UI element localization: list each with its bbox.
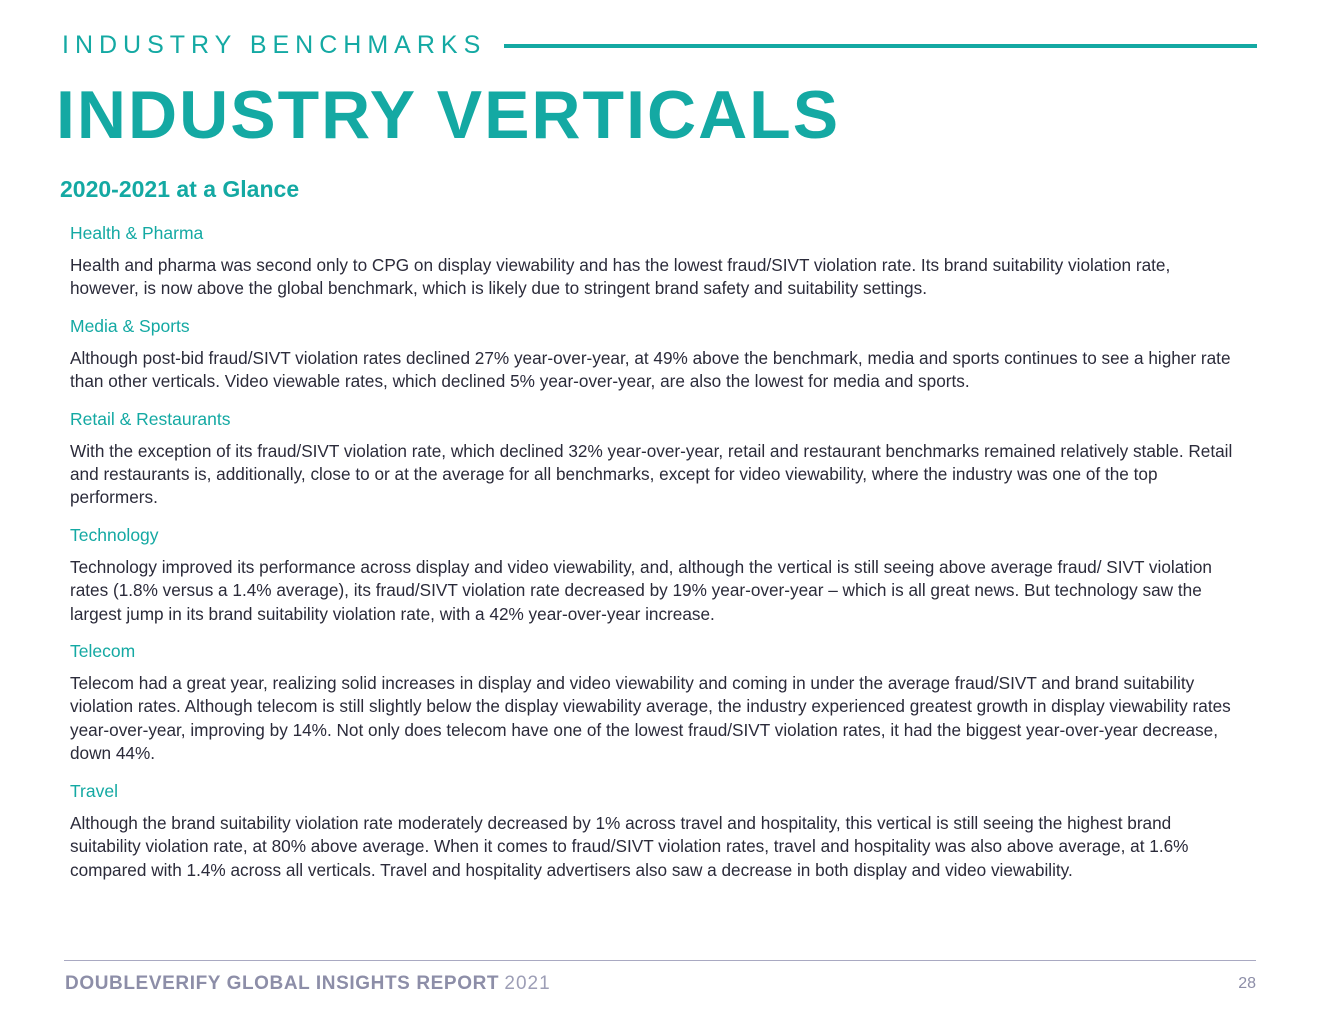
footer-brand: DOUBLEVERIFY GLOBAL INSIGHTS REPORT <box>65 973 500 994</box>
page-number: 28 <box>1238 975 1256 992</box>
section-retail-restaurants <box>70 408 1235 510</box>
section-body: Although the brand suitability violation rate moderately decreased by 1% across travel and hospitality, this vertical is still seeing the highest brand suitability violation rate, at 80% above average. When it comes to fraud/SIVT violation rates, travel and hospitality was also above average, at 1.6% compared with 1.4% across all verticals. Travel and hospitality advertisers also saw a decrease in both display and video viewability. <box>70 812 1189 880</box>
section-body: Although post-bid fraud/SIVT violation rates declined 27% year-over-year, at 49% above the benchmark, media and sports continues to see a higher rate than other verticals. Video viewable rates, which declined 5% year-over-year, are also the lowest for media and sports. <box>70 347 1231 392</box>
vertical-sections <box>70 222 1235 896</box>
section-heading: Technology <box>70 524 159 545</box>
section-heading: Health & Pharma <box>70 223 204 243</box>
section-heading: Travel <box>70 780 118 801</box>
section-media-sports <box>70 315 1235 394</box>
page-title: INDUSTRY VERTICALS <box>56 77 841 153</box>
section-heading: Media & Sports <box>70 315 190 336</box>
footer-year: 2021 <box>504 973 551 994</box>
section-technology <box>70 524 1235 626</box>
section-health-pharma <box>70 222 1235 301</box>
section-heading: Telecom <box>70 641 136 662</box>
footer-divider <box>64 960 1256 961</box>
section-body: With the exception of its fraud/SIVT violation rate, which declined 32% year-over-year, retail and restaurant benchmarks remained relatively stable. Retail and restaurants is, additionally, close to or at the average for all benchmarks, except for video viewability, where the industry was one of the top performers. <box>70 440 1233 508</box>
section-body: Health and pharma was second only to CPG on display viewability and has the lowest fraud/SIVT violation rate. Its brand suitability violation rate, however, is now above the global benchmark, which is likely due to stringent brand safety and suitability settings. <box>70 255 1171 299</box>
page-subtitle: 2020-2021 at a Glance <box>60 176 300 202</box>
eyebrow-label: INDUSTRY BENCHMARKS <box>62 30 487 59</box>
section-header <box>62 30 1257 60</box>
footer-report-title <box>65 973 551 995</box>
section-travel <box>70 780 1235 882</box>
section-heading: Retail & Restaurants <box>70 408 231 429</box>
section-body: Technology improved its performance across display and video viewability, and, although the vertical is still seeing above average fraud/ SIVT violation rates (1.8% versus a 1.4% average), its fraud/SIVT violation rate decreased by 19% year-over-year – which is all great news. But technology saw the largest jump in its brand suitability violation rate, with a 42% year-over-year increase. <box>70 556 1212 624</box>
eyebrow-divider <box>504 44 1257 48</box>
section-body: Telecom had a great year, realizing solid increases in display and video viewability and coming in under the average fraud/SIVT and brand suitability violation rates. Although telecom is still slightly below the display viewability average, the industry experienced greatest growth in display viewability rates year-over-year, improving by 14%. Not only does telecom have one of the lowest fraud/SIVT violation rates, it had the biggest year-over-year decrease, down 44%. <box>70 673 1231 764</box>
section-telecom <box>70 640 1235 766</box>
